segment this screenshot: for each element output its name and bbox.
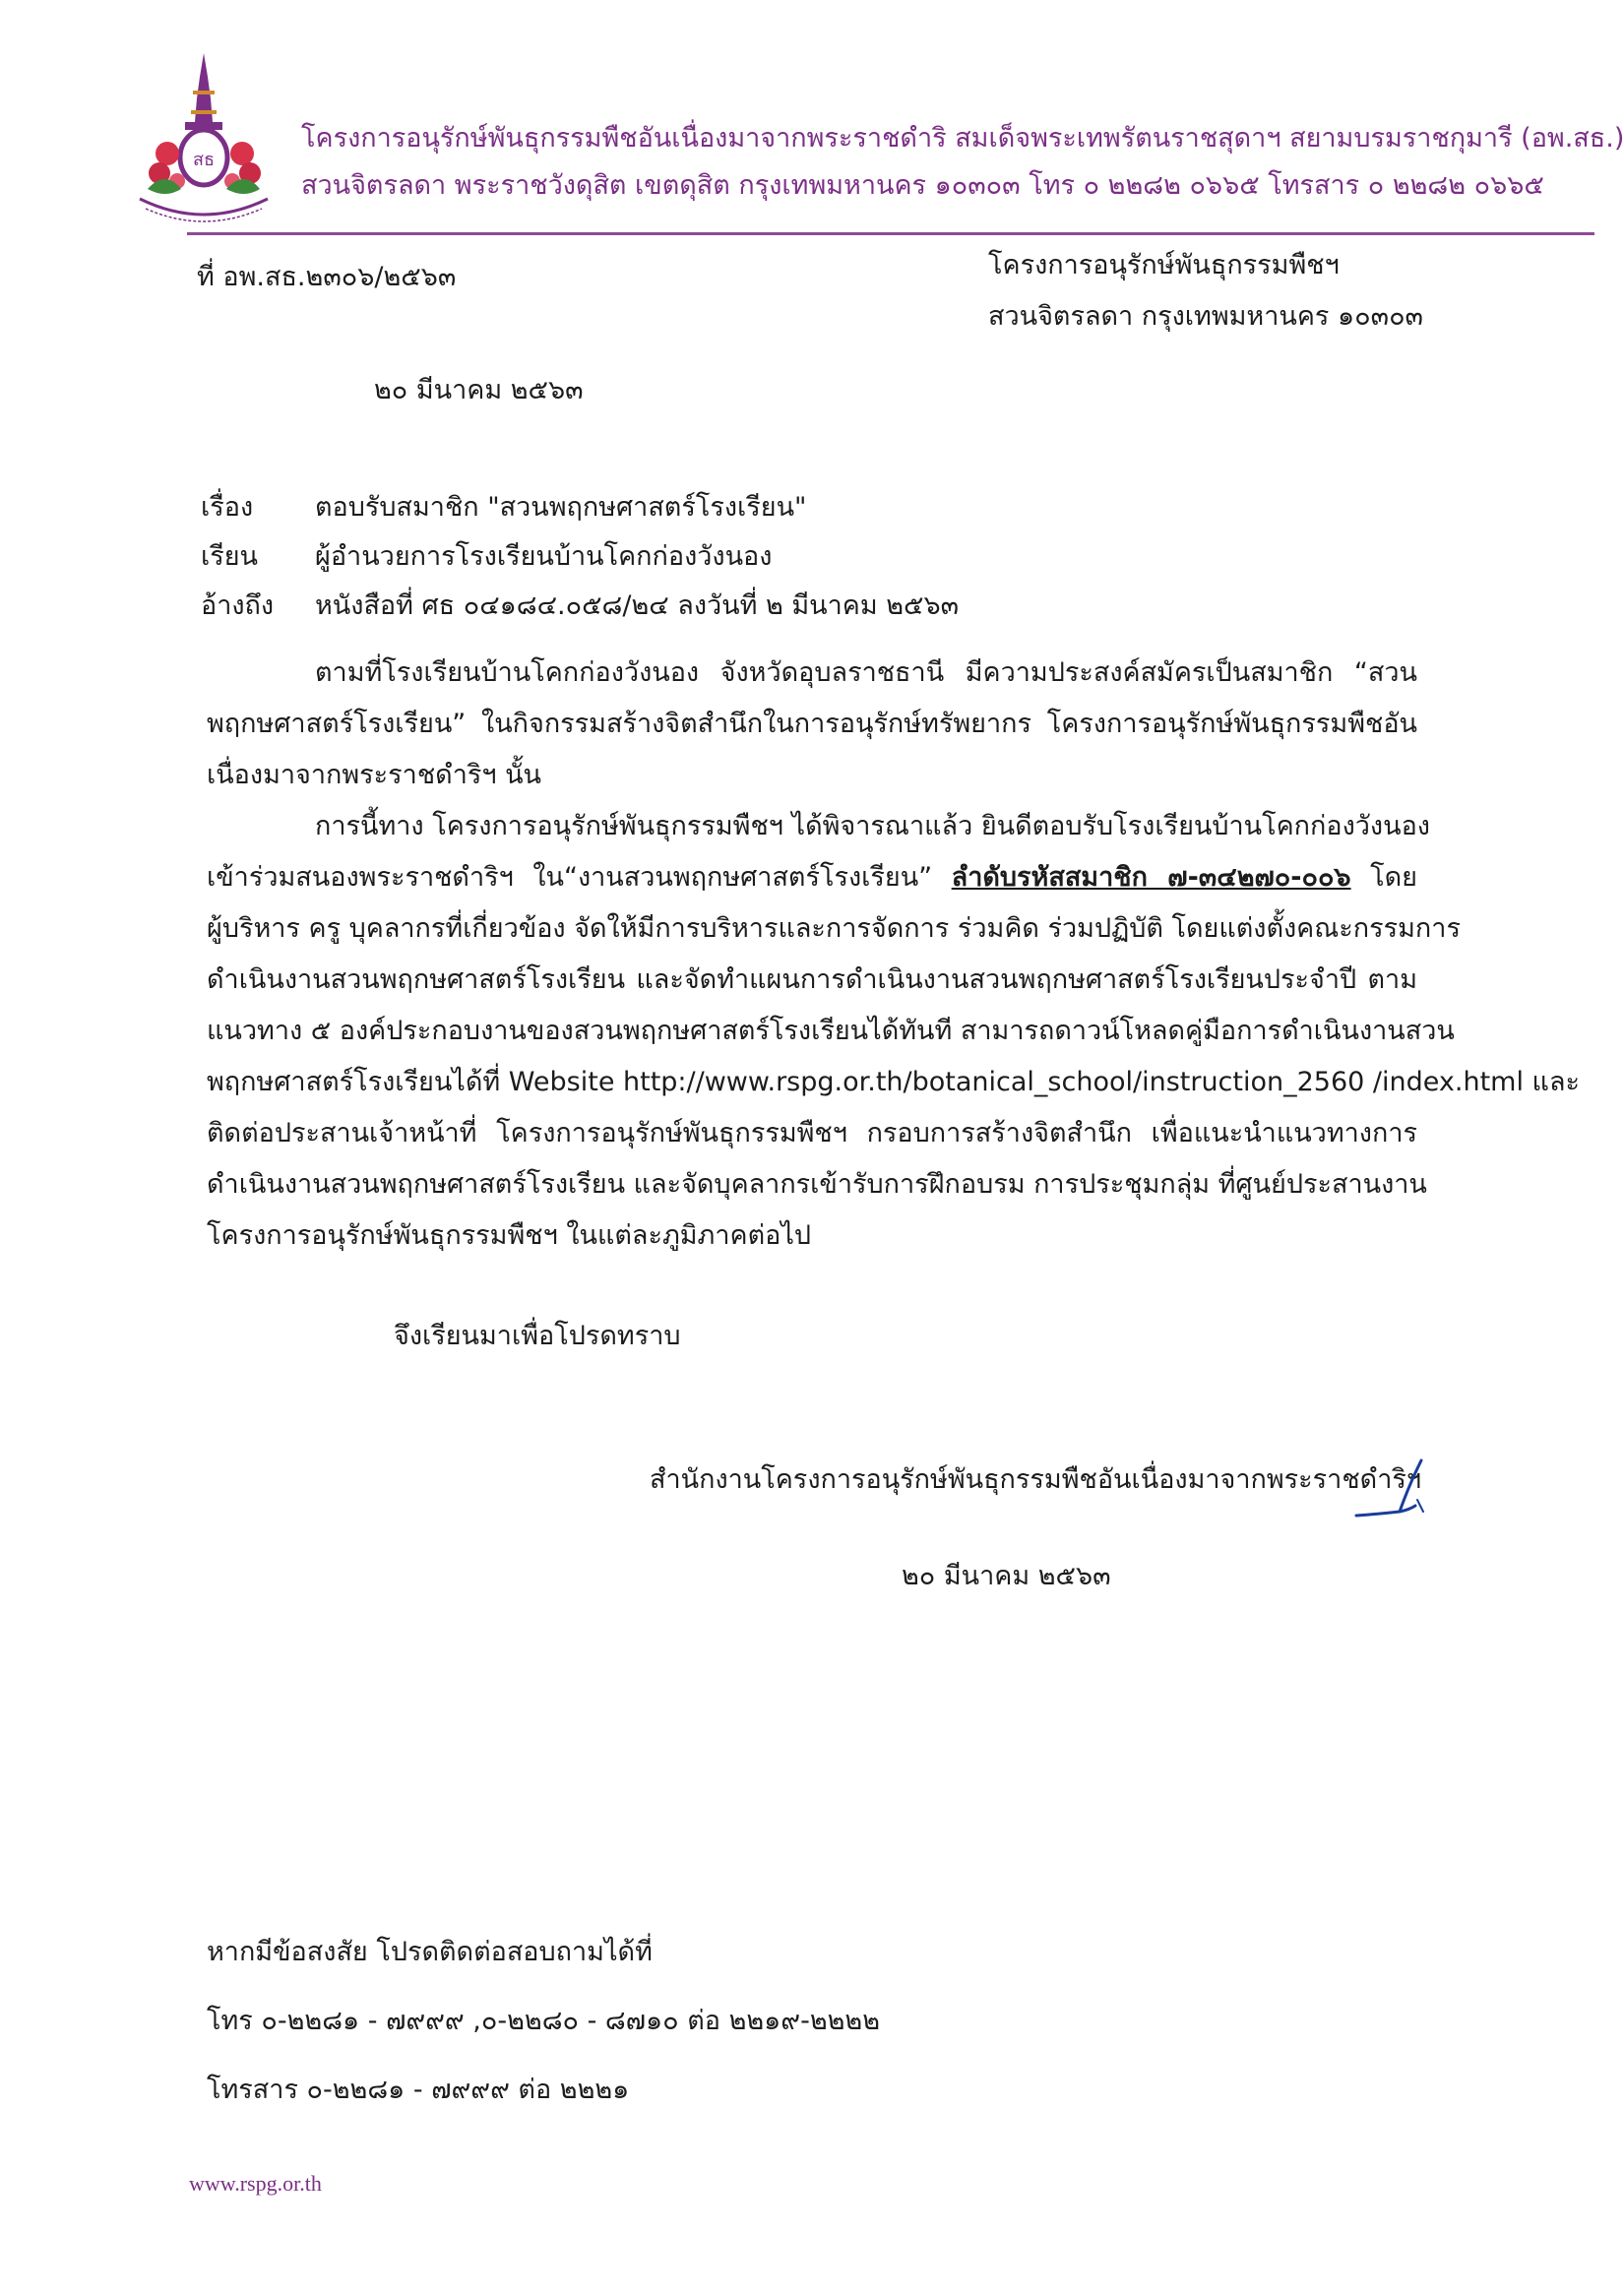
para2-line: แนวทาง ๕ องค์ประกอบงานของสวนพฤกษศาสตร์โรงเรียนได้ทันที สามารถดาวน์โหลดคู่มือการดำเนินงานสวน	[207, 1016, 1455, 1046]
para2-line-membership	[207, 858, 1417, 898]
signature-mark	[1348, 1455, 1447, 1533]
subject-label: เรื่อง	[201, 492, 254, 523]
header-line1: โครงการอนุรักษ์พันธุกรรมพืชอันเนื่องมาจากพระราชดำริ สมเด็จพระเทพรัตนราชสุดาฯ สยามบรมราชกุมารี (อพ.สธ.)	[301, 123, 1624, 154]
subject-value: ตอบรับสมาชิก "สวนพฤกษศาสตร์โรงเรียน"	[315, 492, 807, 523]
closing-phrase: จึงเรียนมาเพื่อโปรดทราบ	[394, 1321, 681, 1351]
reference-label: อ้างถึง	[201, 590, 275, 621]
para2-text: โดย	[1370, 862, 1417, 893]
letter-date: ๒๐ มีนาคม ๒๕๖๓	[374, 375, 584, 405]
sender-address: สวนจิตรลดา กรุงเทพมหานคร ๑๐๓๐๓	[988, 301, 1424, 332]
reference-value: หนังสือที่ ศธ ๐๔๑๘๔.๐๕๘/๒๔ ลงวันที่ ๒ มีนาคม ๒๕๖๓	[315, 590, 960, 621]
para2-line: ติดต่อประสานเจ้าหน้าที่ โครงการอนุรักษ์พันธุกรรมพืชฯ กรอบการสร้างจิตสำนึก เพื่อแนะนำแนวทางการ	[207, 1118, 1417, 1148]
para2-line: ดำเนินงานสวนพฤกษศาสตร์โรงเรียน และจัดบุคลากรเข้ารับการฝึกอบรม การประชุมกลุ่ม ที่ศูนย์ประสานงาน	[207, 1169, 1427, 1200]
contact-phone: โทร ๐-๒๒๘๑ - ๗๙๙๙ ,๐-๒๒๘๐ - ๘๗๑๐ ต่อ ๒๒๑๙-๒๒๒๒	[207, 2006, 881, 2036]
signature-organization: สำนักงานโครงการอนุรักษ์พันธุกรรมพืชอันเนื่องมาจากพระราชดำริฯ	[650, 1464, 1422, 1495]
signature-date: ๒๐ มีนาคม ๒๕๖๓	[902, 1561, 1111, 1591]
document-number: ที่ อพ.สธ.๒๓๐๖/๒๕๖๓	[197, 262, 457, 292]
contact-intro: หากมีข้อสงสัย โปรดติดต่อสอบถามได้ที่	[207, 1937, 653, 1967]
para2-line: การนี้ทาง โครงการอนุรักษ์พันธุกรรมพืชฯ ได้พิจารณาแล้ว ยินดีตอบรับโรงเรียนบ้านโคกก่องวังนอง	[315, 811, 1430, 841]
footer-website-link[interactable]: www.rspg.or.th	[189, 2171, 322, 2196]
svg-text:สธ: สธ	[193, 150, 215, 170]
header-line2: สวนจิตรลดา พระราชวังดุสิต เขตดุสิต กรุงเทพมหานคร ๑๐๓๐๓ โทร ๐ ๒๒๘๒ ๐๖๖๕ โทรสาร ๐ ๒๒๘๒ ๐๖๖๕	[301, 170, 1544, 201]
para2-line: ผู้บริหาร ครู บุคลากรที่เกี่ยวข้อง จัดให้มีการบริหารและการจัดการ ร่วมคิด ร่วมปฏิบัติ โดยแต่งตั้งคณะกรรมการ	[207, 913, 1461, 944]
para2-line: โครงการอนุรักษ์พันธุกรรมพืชฯ ในแต่ละภูมิภาคต่อไป	[207, 1220, 812, 1251]
para2-line-website: พฤกษศาสตร์โรงเรียนได้ที่ Website http://www.rspg.or.th/botanical_school/instruction_2560 /index.html และ	[207, 1067, 1580, 1097]
rspg-logo	[126, 51, 281, 226]
recipient-label: เรียน	[201, 541, 259, 572]
contact-fax: โทรสาร ๐-๒๒๘๑ - ๗๙๙๙ ต่อ ๒๒๒๑	[207, 2075, 630, 2105]
member-code: ลำดับรหัสสมาชิก ๗-๓๔๒๗๐-๐๐๖	[951, 862, 1351, 893]
sender-name: โครงการอนุรักษ์พันธุกรรมพืชฯ	[988, 250, 1340, 280]
para1-line: ตามที่โรงเรียนบ้านโคกก่องวังนอง จังหวัดอุบลราชธานี มีความประสงค์สมัครเป็นสมาชิก “สวน	[315, 657, 1417, 688]
para2-line: ดำเนินงานสวนพฤกษศาสตร์โรงเรียน และจัดทำแผนการดำเนินงานสวนพฤกษศาสตร์โรงเรียนประจำปี ตาม	[207, 964, 1417, 995]
header-divider	[187, 232, 1594, 235]
para2-text: เข้าร่วมสนองพระราชดำริฯ ใน“งานสวนพฤกษศาสตร์โรงเรียน”	[207, 862, 933, 893]
recipient-value: ผู้อำนวยการโรงเรียนบ้านโคกก่องวังนอง	[315, 541, 773, 572]
para1-line: พฤกษศาสตร์โรงเรียน” ในกิจกรรมสร้างจิตสำนึกในการอนุรักษ์ทรัพยากร โครงการอนุรักษ์พันธุกรรมพืชอัน	[207, 709, 1417, 739]
para1-line: เนื่องมาจากพระราชดำริฯ นั้น	[207, 760, 542, 790]
